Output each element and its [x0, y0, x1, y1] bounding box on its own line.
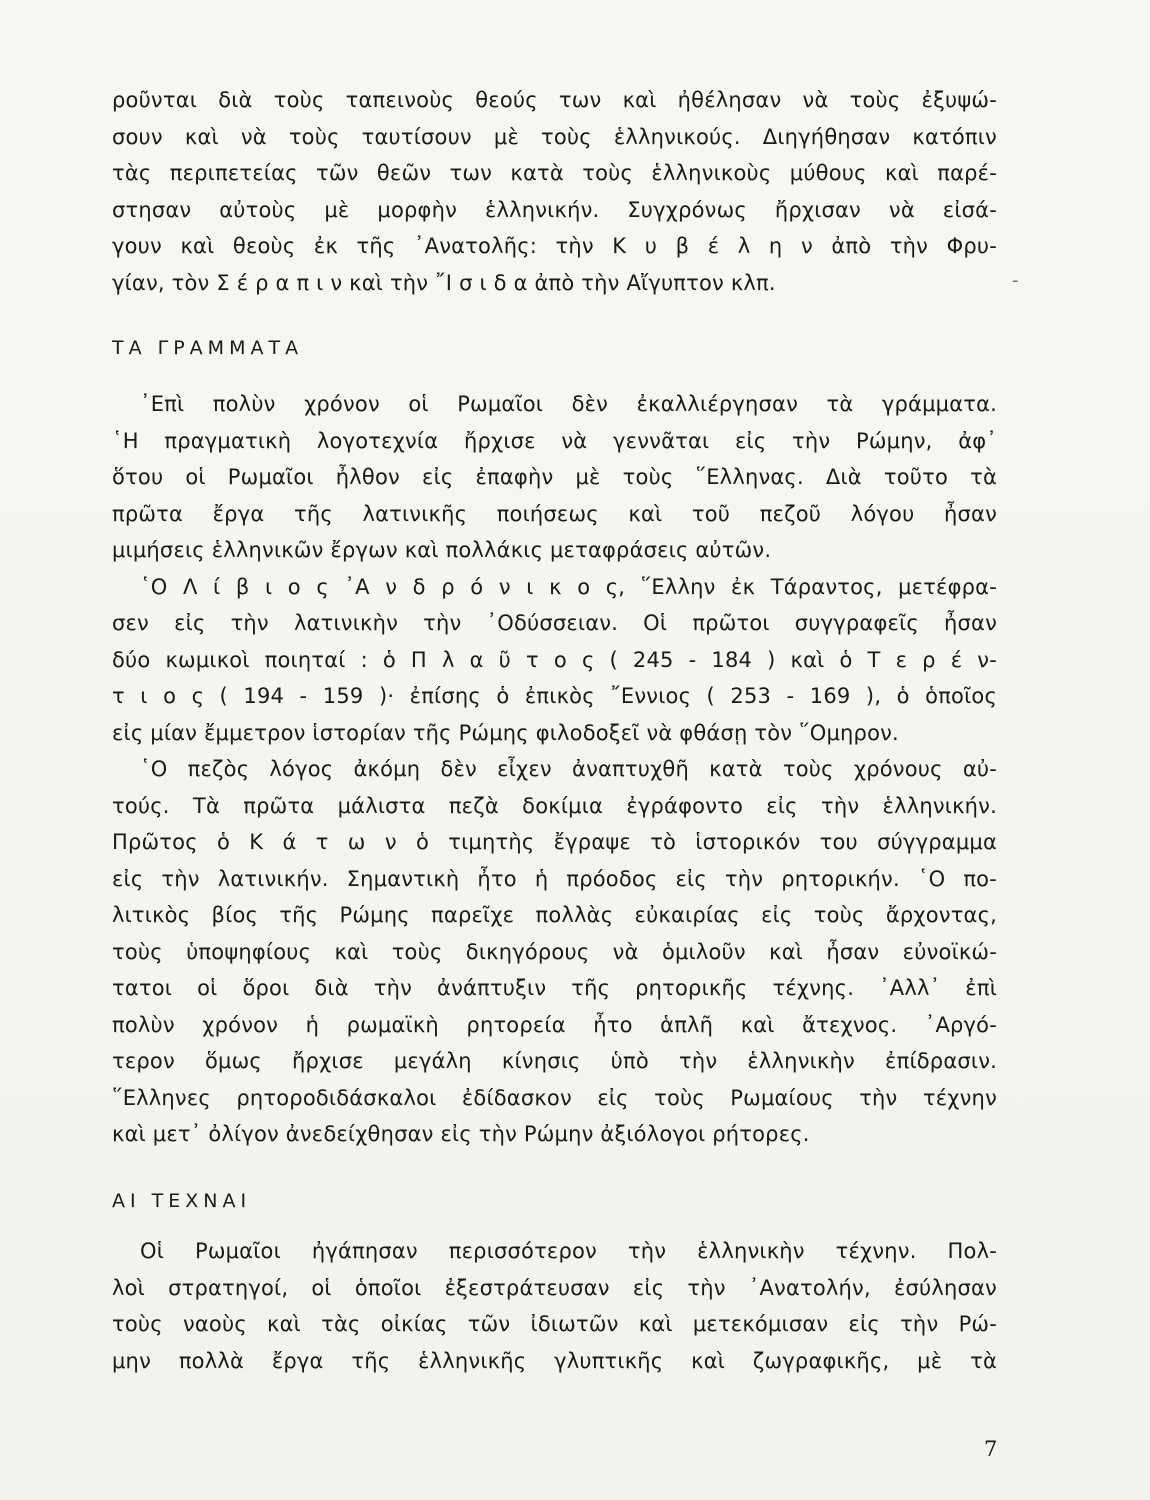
text-line: λοὶ στρατηγοί, οἱ ὁποῖοι ἐξεστράτευσαν εἰς τὴν ᾿Ανατολήν, ἐσύλησαν — [112, 1275, 997, 1300]
text-line: ῾Ο πεζὸς λόγος ἀκόμη δὲν εἶχεν ἀναπτυχθῆ κατὰ τοὺς χρόνους αὐ- — [140, 757, 997, 781]
paragraph-gods — [112, 82, 997, 301]
text-line: πρῶτα ἔργα τῆς λατινικῆς ποιήσεως καὶ τοῦ πεζοῦ λόγου ἦσαν — [112, 501, 997, 526]
text-line: μην πολλὰ ἔργα τῆς ἑλληνικῆς γλυπτικῆς καὶ ζωγραφικῆς, μὲ τὰ — [112, 1348, 997, 1373]
text-line: μιμήσεις ἑλληνικῶν ἔργων καὶ πολλάκις μεταφράσεις αὐτῶν. — [112, 538, 772, 562]
page-number: 7 — [984, 1437, 998, 1461]
text-line: στησαν αὐτοὺς μὲ μορφὴν ἑλληνικήν. Συγχρόνως ἤρχισαν νὰ εἰσά- — [112, 197, 997, 222]
text-line: λιτικὸς βίος τῆς Ρώμης παρεῖχε πολλὰς εὐκαιρίας εἰς τοὺς ἄρχοντας, — [112, 903, 997, 927]
text-line: τὰς περιπετείας τῶν θεῶν των κατὰ τοὺς ἑλληνικοὺς μύθους καὶ παρέ- — [112, 161, 997, 185]
text-line: πολὺν χρόνον ἡ ρωμαϊκὴ ρητορεία ἦτο ἁπλῆ καὶ ἄτεχνος. ᾿Αργό- — [112, 1012, 997, 1037]
text-line: δύο κωμικοὶ ποιηταί : ὁ Π λ α ῦ τ ο ς ( 245 - 184 ) καὶ ὁ Τ ε ρ έ ν- — [112, 647, 997, 672]
text-line: ὅτου οἱ Ρωμαῖοι ἦλθον εἰς ἐπαφὴν μὲ τοὺς ῞Ελληνας. Διὰ τοῦτο τὰ — [112, 465, 997, 489]
text-line: σεν εἰς τὴν λατινικὴν τὴν ᾿Οδύσσειαν. Οἱ πρῶτοι συγγραφεῖς ἦσαν — [112, 611, 997, 635]
text-line: γίαν, τὸν Σ έ ρ α π ι ν καὶ τὴν ῎Ι σ ι δ α ἀπὸ τὴν Αἴγυπτον κλπ. — [112, 270, 776, 295]
margin-mark: - — [1012, 270, 1019, 291]
section-heading-arts: ΑΙ ΤΕΧΝΑΙ — [112, 1190, 252, 1212]
text-line: ῾Ο Λ ί β ι ο ς ᾿Α ν δ ρ ό ν ι κ ο ς, ῞Ελλην ἐκ Τάραντος, μετέφρα- — [140, 574, 997, 599]
section-heading-letters: ΤΑ ΓΡΑΜΜΑΤΑ — [112, 337, 304, 359]
text-line: τοὺς ναοὺς καὶ τὰς οἰκίας τῶν ἰδιωτῶν καὶ μετεκόμισαν εἰς τὴν Ρώ- — [112, 1312, 997, 1336]
text-line: τοὺς ὑποψηφίους καὶ τοὺς δικηγόρους νὰ ὁμιλοῦν καὶ ἦσαν εὐνοϊκώ- — [112, 939, 997, 964]
text-line: εἰς μίαν ἔμμετρον ἱστορίαν τῆς Ρώμης φιλοδοξεῖ νὰ φθάσῃ τὸν ῞Ομηρον. — [112, 720, 899, 745]
paragraph-letters — [112, 386, 997, 1153]
text-line: σουν καὶ νὰ τοὺς ταυτίσουν μὲ τοὺς ἑλληνικούς. Διηγήθησαν κατόπιν — [112, 124, 997, 149]
paragraph-arts — [112, 1233, 997, 1379]
text-line: τατοι οἱ ὅροι διὰ τὴν ἀνάπτυξιν τῆς ρητορικῆς τέχνης. ᾿Αλλ᾿ ἐπὶ — [112, 976, 997, 1000]
text-line: ροῦνται διὰ τοὺς ταπεινοὺς θεούς των καὶ ἠθέλησαν νὰ τοὺς ἐξυψώ- — [112, 88, 997, 112]
text-line: Οἱ Ρωμαῖοι ἠγάπησαν περισσότερον τὴν ἑλληνικὴν τέχνην. Πολ- — [140, 1239, 997, 1263]
text-line: ῾Η πραγματικὴ λογοτεχνία ἤρχισε νὰ γεννᾶται εἰς τὴν Ρώμην, ἀφ᾿ — [112, 428, 997, 453]
text-line: γουν καὶ θεοὺς ἐκ τῆς ᾿Ανατολῆς: τὴν Κ υ β έ λ η ν ἀπὸ τὴν Φρυ- — [112, 234, 997, 258]
text-line: τ ι ο ς ( 194 - 159 )· ἐπίσης ὁ ἐπικὸς ῎Εννιος ( 253 - 169 ), ὁ ὁποῖος — [112, 684, 997, 708]
text-line: Πρῶτος ὁ Κ ά τ ω ν ὁ τιμητὴς ἔγραψε τὸ ἱστορικόν του σύγγραμμα — [112, 830, 997, 854]
text-line: εἰς τὴν λατινικήν. Σημαντικὴ ἦτο ἡ πρόοδος εἰς τὴν ρητορικήν. ῾Ο πο- — [112, 866, 997, 891]
text-line: ῞Ελληνες ρητοροδιδάσκαλοι ἐδίδασκον εἰς τοὺς Ρωμαίους τὴν τέχνην — [112, 1085, 997, 1110]
text-line: τούς. Τὰ πρῶτα μάλιστα πεζὰ δοκίμια ἐγράφοντο εἰς τὴν ἑλληνικήν. — [112, 793, 997, 818]
text-line: τερον ὅμως ἤρχισε μεγάλη κίνησις ὑπὸ τὴν ἑλληνικὴν ἐπίδρασιν. — [112, 1049, 997, 1073]
text-line: καὶ μετ᾿ ὀλίγον ἀνεδείχθησαν εἰς τὴν Ρώμην ἀξιόλογοι ρήτορες. — [112, 1122, 810, 1146]
text-line: ᾿Επὶ πολὺν χρόνον οἱ Ρωμαῖοι δὲν ἐκαλλιέργησαν τὰ γράμματα. — [140, 392, 997, 416]
